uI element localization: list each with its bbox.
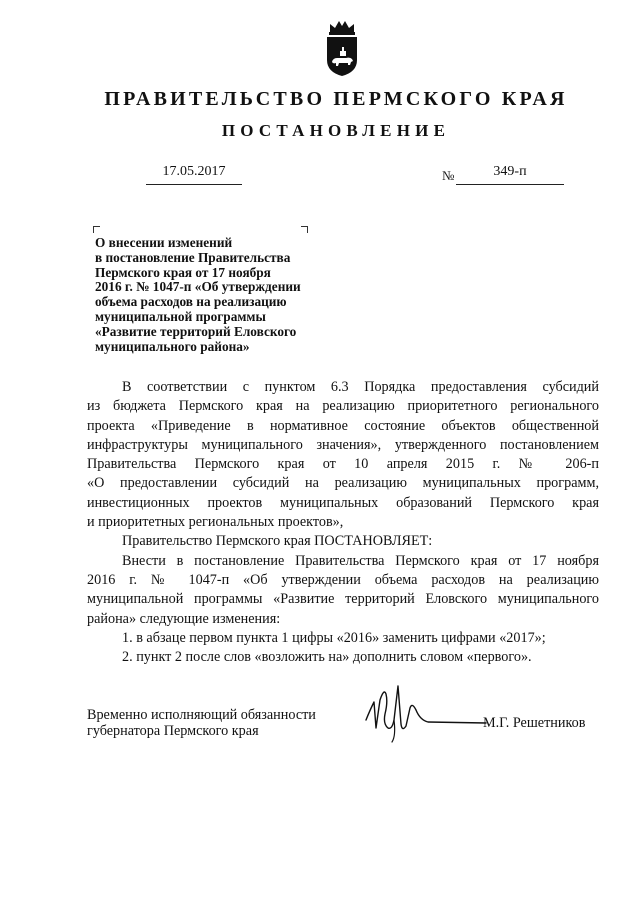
signer-position-line: Временно исполняющий обязанности xyxy=(87,707,316,723)
subject-line: в постановление Правительства xyxy=(95,249,291,265)
signer-position-line: губернатора Пермского края xyxy=(87,723,259,739)
organization-title: ПРАВИТЕЛЬСТВО ПЕРМСКОГО КРАЯ xyxy=(104,88,568,110)
subject-line: 2016 г. № 1047-п «Об утверждении xyxy=(95,279,301,295)
subject-line: «Развитие территорий Еловского xyxy=(95,323,297,339)
body-line: муниципальной программы «Развитие территорий Еловского муниципального xyxy=(87,591,599,608)
subject-line: Пермского края от 17 ноября xyxy=(95,264,271,280)
body-line: Внести в постановление Правительства Пермского края от 17 ноября xyxy=(122,552,599,569)
document-date: 17.05.2017 xyxy=(146,164,242,185)
document-body xyxy=(87,378,599,667)
body-line: инфраструктуры муниципального значения», утвержденного постановлением xyxy=(87,436,599,453)
subject-line: О внесении изменений xyxy=(95,235,233,250)
body-line: «О предоставлении субсидий на реализацию муниципальных программ, xyxy=(87,475,599,492)
document-subject xyxy=(95,236,370,354)
body-line: 2016 г. № 1047-п «Об утверждении объема расходов на реализацию xyxy=(87,571,599,588)
document-type: ПОСТАНОВЛЕНИЕ xyxy=(221,121,451,140)
body-line: В соответствии с пунктом 6.3 Порядка предоставления субсидий xyxy=(122,379,599,395)
body-line: и приоритетных региональных проектов», xyxy=(87,514,344,531)
signer-name: М.Г. Решетников xyxy=(483,715,586,731)
body-line: района» следующие изменения: xyxy=(87,610,281,627)
coat-of-arms-emblem xyxy=(322,18,362,78)
body-item: 2. пункт 2 после слов «возложить на» дополнить словом «первого». xyxy=(122,649,532,666)
subject-line: муниципальной программы xyxy=(95,308,266,324)
body-line: из бюджета Пермского края на реализацию приоритетного регионального xyxy=(87,398,599,415)
body-line: проекта «Приведение в нормативное состояние объектов общественной xyxy=(87,417,599,434)
subject-line: муниципального района» xyxy=(95,338,250,354)
signer-position xyxy=(87,707,316,739)
body-item: 1. в абзаце первом пункта 1 цифры «2016» заменить цифрами «2017»; xyxy=(122,629,546,646)
document-number: 349-п xyxy=(456,164,564,185)
number-sign: № xyxy=(442,168,455,183)
subject-corner-left xyxy=(93,226,100,233)
handwritten-signature xyxy=(358,680,488,750)
subject-line: объема расходов на реализацию xyxy=(95,294,287,310)
subject-corner-right xyxy=(301,226,308,233)
body-line: Правительства Пермского края от 10 апреля 2015 г. № 206-п xyxy=(87,456,599,473)
body-line-resolution: Правительство Пермского края ПОСТАНОВЛЯЕТ: xyxy=(122,533,433,550)
body-line: инвестиционных проектов муниципальных образований Пермского края xyxy=(87,494,599,511)
